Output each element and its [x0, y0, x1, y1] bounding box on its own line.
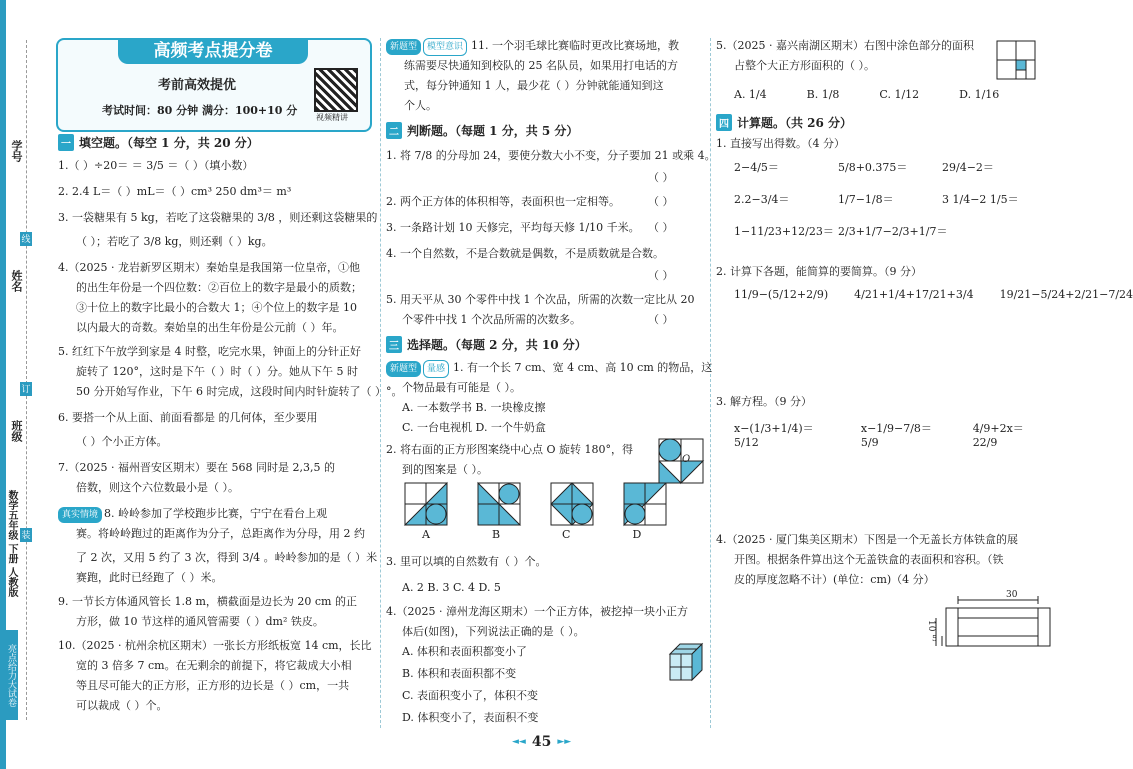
- judge-3: 3. 一条路计划 10 天修完，平均每天修 1/10 千米。: [386, 221, 640, 234]
- choice-3-options: A. 2 B. 3 C. 4 D. 5: [402, 581, 501, 594]
- judge-5-answer[interactable]: （ ）: [648, 313, 674, 326]
- section-title: 计算题。（共 26 分）: [737, 116, 853, 130]
- calc-1-2: 3 1/4−2 1/5＝: [942, 193, 1019, 206]
- fill-line-22: 宽的 3 倍多 7 cm。在无剩余的前提下，将它裁成大小相: [76, 659, 352, 672]
- section-fill-blank: [58, 134, 259, 151]
- strip-series: 亮点给力大试卷: [4, 630, 18, 720]
- option-labels: [422, 528, 641, 541]
- q11-line-1: 练需要尽快通知到校队的 25 名队员，如果用打电话的方: [404, 59, 678, 72]
- q5-option-d[interactable]: D. 1/16: [959, 88, 1000, 101]
- simplify-2: 4/21+1/4+17/21+3/4: [854, 288, 974, 301]
- q11-line-0: 新题型 模型意识 11. 一个羽毛球比赛临时更改比赛场地，教: [386, 38, 679, 56]
- judge-1: 1. 将 7/8 的分母加 24，要使分数大小不变，分子要加 21 或乘 4。: [386, 149, 716, 162]
- section-title: 选择题。（每题 2 分，共 10 分）: [407, 338, 587, 352]
- fill-line-11: 6. 要搭一个从上面、前面看都是 的几何体，至少要用: [58, 411, 318, 424]
- fill-line-12: （ ）个小正方体。: [76, 435, 168, 448]
- shaded-square-figure: [996, 40, 1036, 80]
- strip-label-class: 班级: [10, 420, 23, 442]
- fill-line-10: 50 分开始写作业，下午 6 时完成，这段时间内时针旋转了（ ）°。: [76, 385, 403, 398]
- fill-line-16: 赛。将岭岭跑过的距离作为分子，总距离作为分母，用 2 约: [76, 527, 365, 540]
- option-d-label: D: [632, 528, 642, 541]
- qr-code[interactable]: [314, 68, 358, 112]
- q5-option-b[interactable]: B. 1/8: [806, 88, 840, 101]
- section-calc: [716, 114, 852, 131]
- q11-line-2: 式，每分钟通知 1 人，最少花（ ）分钟就能通知到这: [404, 79, 664, 92]
- section-judge: [386, 122, 578, 139]
- tag-new-type: 新题型: [386, 361, 421, 377]
- section-choice: [386, 336, 587, 353]
- option-d-figure[interactable]: [623, 482, 667, 526]
- q11-line-3: 个人。: [404, 99, 437, 112]
- calc-0-1: 5/8+0.375＝: [838, 161, 908, 174]
- q5-option-c[interactable]: C. 1/12: [879, 88, 920, 101]
- option-a-label: A: [422, 528, 430, 541]
- fill-line-2: 3. 一袋糖果有 5 kg，若吃了这袋糖果的 3/8 ，则还剩这袋糖果的: [58, 211, 378, 224]
- choice-1: 新题型 量感 1. 有一个长 7 cm、宽 4 cm、高 10 cm 的物品，这: [386, 360, 712, 378]
- fill-line-6: ③十位上的数字比最小的合数大 1；④个位上的数字是 10: [76, 301, 357, 314]
- fill-line-8: 5. 红红下午放学到家是 4 时整，吃完水果，钟面上的分针正好: [58, 345, 361, 358]
- option-b-figure[interactable]: [477, 482, 521, 526]
- fill-line-9: 旋转了 120°，这时是下午（ ）时（ ）分。她从下午 5 时: [76, 365, 358, 378]
- page-number: 45: [531, 734, 552, 750]
- dim-top: 30: [1006, 590, 1018, 600]
- choice-4-a: A. 体积和表面积都变小了: [402, 645, 527, 658]
- option-a-figure[interactable]: [404, 482, 448, 526]
- fill-line-0: 1.（ ）÷20＝ ＝ 3/5 ＝（ ）（填小数）: [58, 159, 254, 172]
- section-title: 判断题。（每题 1 分，共 5 分）: [407, 124, 579, 138]
- calc-sub2: 2. 计算下各题，能简算的要简算。（9 分）: [716, 265, 922, 278]
- cube-figure: [668, 642, 704, 682]
- equation-row: [734, 420, 1046, 449]
- equation-3: 4/9+2x＝22/9: [972, 422, 1024, 449]
- fill-line-3: （ ）；若吃了 3/8 kg，则还剩（ ）kg。: [76, 235, 273, 248]
- judge-5b: 个零件中找 1 个次品所需的次数多。: [402, 313, 581, 326]
- fill-line-17: 了 2 次，又用 5 约了 3 次，得到 3/4 。岭岭参加的是（ ）米: [76, 551, 378, 564]
- choice-2: 2. 将右面的正方形图案绕中心点 O 旋转 180°，得: [386, 443, 633, 456]
- fill-line-18: 赛跑，此时已经跑了（ ）米。: [76, 571, 223, 584]
- strip-book: 数学五年级 下册 人教版: [6, 490, 17, 597]
- fill-line-4: 4.（2025 · 龙岩新罗区期末）秦始皇是我国第一位皇帝，①他: [58, 261, 360, 274]
- qr-caption: 视频精讲: [316, 113, 348, 122]
- fill-line-19: 9. 一节长方体通风管长 1.8 m，横截面是边长为 20 cm 的正: [58, 595, 357, 608]
- fill-line-24: 可以裁成（ ）个。: [76, 699, 168, 712]
- q5-options: [734, 88, 999, 101]
- section-number: 一: [58, 134, 74, 151]
- section-title: 填空题。（每空 1 分，共 20 分）: [79, 136, 259, 150]
- page-footer: [512, 734, 571, 750]
- q5-line-1: 占整个大正方形面积的（ ）。: [734, 59, 875, 72]
- fill-line-23: 等且尽可能大的正方形，正方形的边长是（ ）cm，一共: [76, 679, 350, 692]
- calc-2-1: 2/3+1/7−2/3+1/7＝: [838, 225, 948, 238]
- option-b-label: B: [491, 528, 501, 541]
- choice-3: 3. 里可以填的自然数有（ ）个。: [386, 555, 547, 568]
- calc-sub3: 3. 解方程。（9 分）: [716, 395, 812, 408]
- judge-2-answer[interactable]: （ ）: [648, 195, 674, 208]
- choice-4-b: B. 体积和表面积都不变: [402, 667, 517, 680]
- center-point-label: O: [682, 454, 691, 465]
- binding-strip: [0, 0, 46, 769]
- simplify-3: 19/21−5/24+2/21−7/24: [999, 288, 1133, 301]
- option-figures: [404, 482, 667, 526]
- strip-label-name: 姓名: [10, 270, 23, 292]
- column-divider-2: [710, 38, 711, 728]
- page-title: 高频考点提分卷: [118, 38, 308, 64]
- option-c-label: C: [562, 528, 571, 541]
- next-arrow-icon: ►►: [557, 737, 572, 747]
- dim-side: 5: [932, 634, 938, 643]
- strip-badge-3: 装: [20, 528, 32, 542]
- fill-line-14: 倍数，则这个六位数最小是（ ）。: [76, 481, 239, 494]
- column-divider-1: [380, 38, 381, 728]
- choice-1b: 个物品最有可能是（ ）。: [402, 381, 521, 394]
- choice-1-cd: C. 一台电视机 D. 一个牛奶盒: [402, 421, 546, 434]
- equation-1: x−(1/3+1/4)＝5/12: [734, 422, 814, 449]
- header-box: [56, 38, 372, 132]
- judge-4: 4. 一个自然数，不是合数就是偶数，不是质数就是合数。: [386, 247, 664, 260]
- q4-line-0: 4.（2025 · 厦门集美区期末）下图是一个无盖长方体铁盒的展: [716, 533, 1018, 546]
- choice-2b: 到的图案是（ ）。: [402, 463, 488, 476]
- fill-line-15: 真实情境 8. 岭岭参加了学校跑步比赛，宁宁在看台上观: [58, 506, 327, 523]
- fill-line-7: 以内最大的奇数。秦始皇的出生年份是公元前（ ）年。: [76, 321, 344, 334]
- judge-5: 5. 用天平从 30 个零件中找 1 个次品，所需的次数一定比从 20: [386, 293, 695, 306]
- q5-option-a[interactable]: A. 1/4: [734, 88, 767, 101]
- q5-line-0: 5.（2025 · 嘉兴南湖区期末）右图中涂色部分的面积: [716, 39, 974, 52]
- choice-1-ab: A. 一本数学书 B. 一块橡皮擦: [402, 401, 546, 414]
- cut-line: [26, 40, 27, 720]
- q4-line-2: 皮的厚度忽略不计）(单位：cm)（4 分）: [734, 573, 935, 586]
- judge-3-answer[interactable]: （ ）: [648, 221, 674, 234]
- judge-2: 2. 两个正方体的体积相等，表面积也一定相等。: [386, 195, 620, 208]
- choice-4b: 体后(如图)，下列说法正确的是（ ）。: [402, 625, 585, 638]
- strip-badge-1: 线: [20, 232, 32, 246]
- calc-1-0: 2.2−3/4＝: [734, 193, 790, 206]
- section-number: 三: [386, 336, 402, 353]
- choice-4: 4.（2025 · 漳州龙海区期末）一个正方体，被挖掉一块小正方: [386, 605, 688, 618]
- calc-2-0: 1−11/23+12/23＝: [734, 225, 834, 238]
- judge-1-answer[interactable]: （ ）: [648, 171, 674, 184]
- fill-line-5: 的出生年份是一个四位数：②百位上的数字是最小的质数；: [76, 281, 362, 294]
- tag-quantity: 量感: [423, 360, 449, 378]
- time-score: 考试时间：80 分钟 满分：100+10 分: [102, 104, 298, 117]
- simplify-1: 11/9−(5/12+2/9): [734, 288, 829, 301]
- equation-2: x−1/9−7/8＝5/9: [860, 422, 932, 449]
- fill-line-1: 2. 2.4 L＝（ ）mL＝（ ）cm³ 250 dm³＝ m³: [58, 185, 292, 198]
- q4-line-1: 开图。根据条件算出这个无盖铁盒的表面积和容积。（铁: [734, 553, 1004, 566]
- choice-4-c: C. 表面积变小了，体积不变: [402, 689, 539, 702]
- option-c-figure[interactable]: [550, 482, 594, 526]
- rotation-figure: [658, 438, 704, 484]
- calc-0-2: 29/4−2＝: [942, 161, 994, 174]
- tag-new-type: 新题型: [386, 39, 421, 55]
- fill-line-21: 10.（2025 · 杭州余杭区期末）一张长方形纸板宽 14 cm，长比: [58, 639, 372, 652]
- calc-0-0: 2−4/5＝: [734, 161, 779, 174]
- strip-label-id: 学号: [10, 140, 23, 162]
- calc-1-1: 1/7−1/8＝: [838, 193, 894, 206]
- calc-sub1: 1. 直接写出得数。（4 分）: [716, 137, 845, 150]
- dim-left: 10: [926, 620, 936, 632]
- tag-model: 模型意识: [423, 38, 467, 56]
- subtitle: 考前高效提优: [158, 78, 237, 93]
- tag-real-context: 真实情境: [58, 507, 102, 523]
- fill-line-20: 方形，做 10 节这样的通风管需要（ ）dm² 铁皮。: [76, 615, 324, 628]
- section-number: 二: [386, 122, 402, 139]
- box-net-figure: [928, 590, 1048, 662]
- choice-4-d: D. 体积变小了，表面积不变: [402, 711, 539, 724]
- simplify-row: [734, 288, 1133, 301]
- section-number: 四: [716, 114, 732, 131]
- judge-4-answer[interactable]: （ ）: [648, 269, 674, 282]
- fill-line-13: 7.（2025 · 福州晋安区期末）要在 568 同时是 2,3,5 的: [58, 461, 335, 474]
- prev-arrow-icon: ◄◄: [512, 737, 526, 747]
- strip-badge-2: 订: [20, 382, 32, 396]
